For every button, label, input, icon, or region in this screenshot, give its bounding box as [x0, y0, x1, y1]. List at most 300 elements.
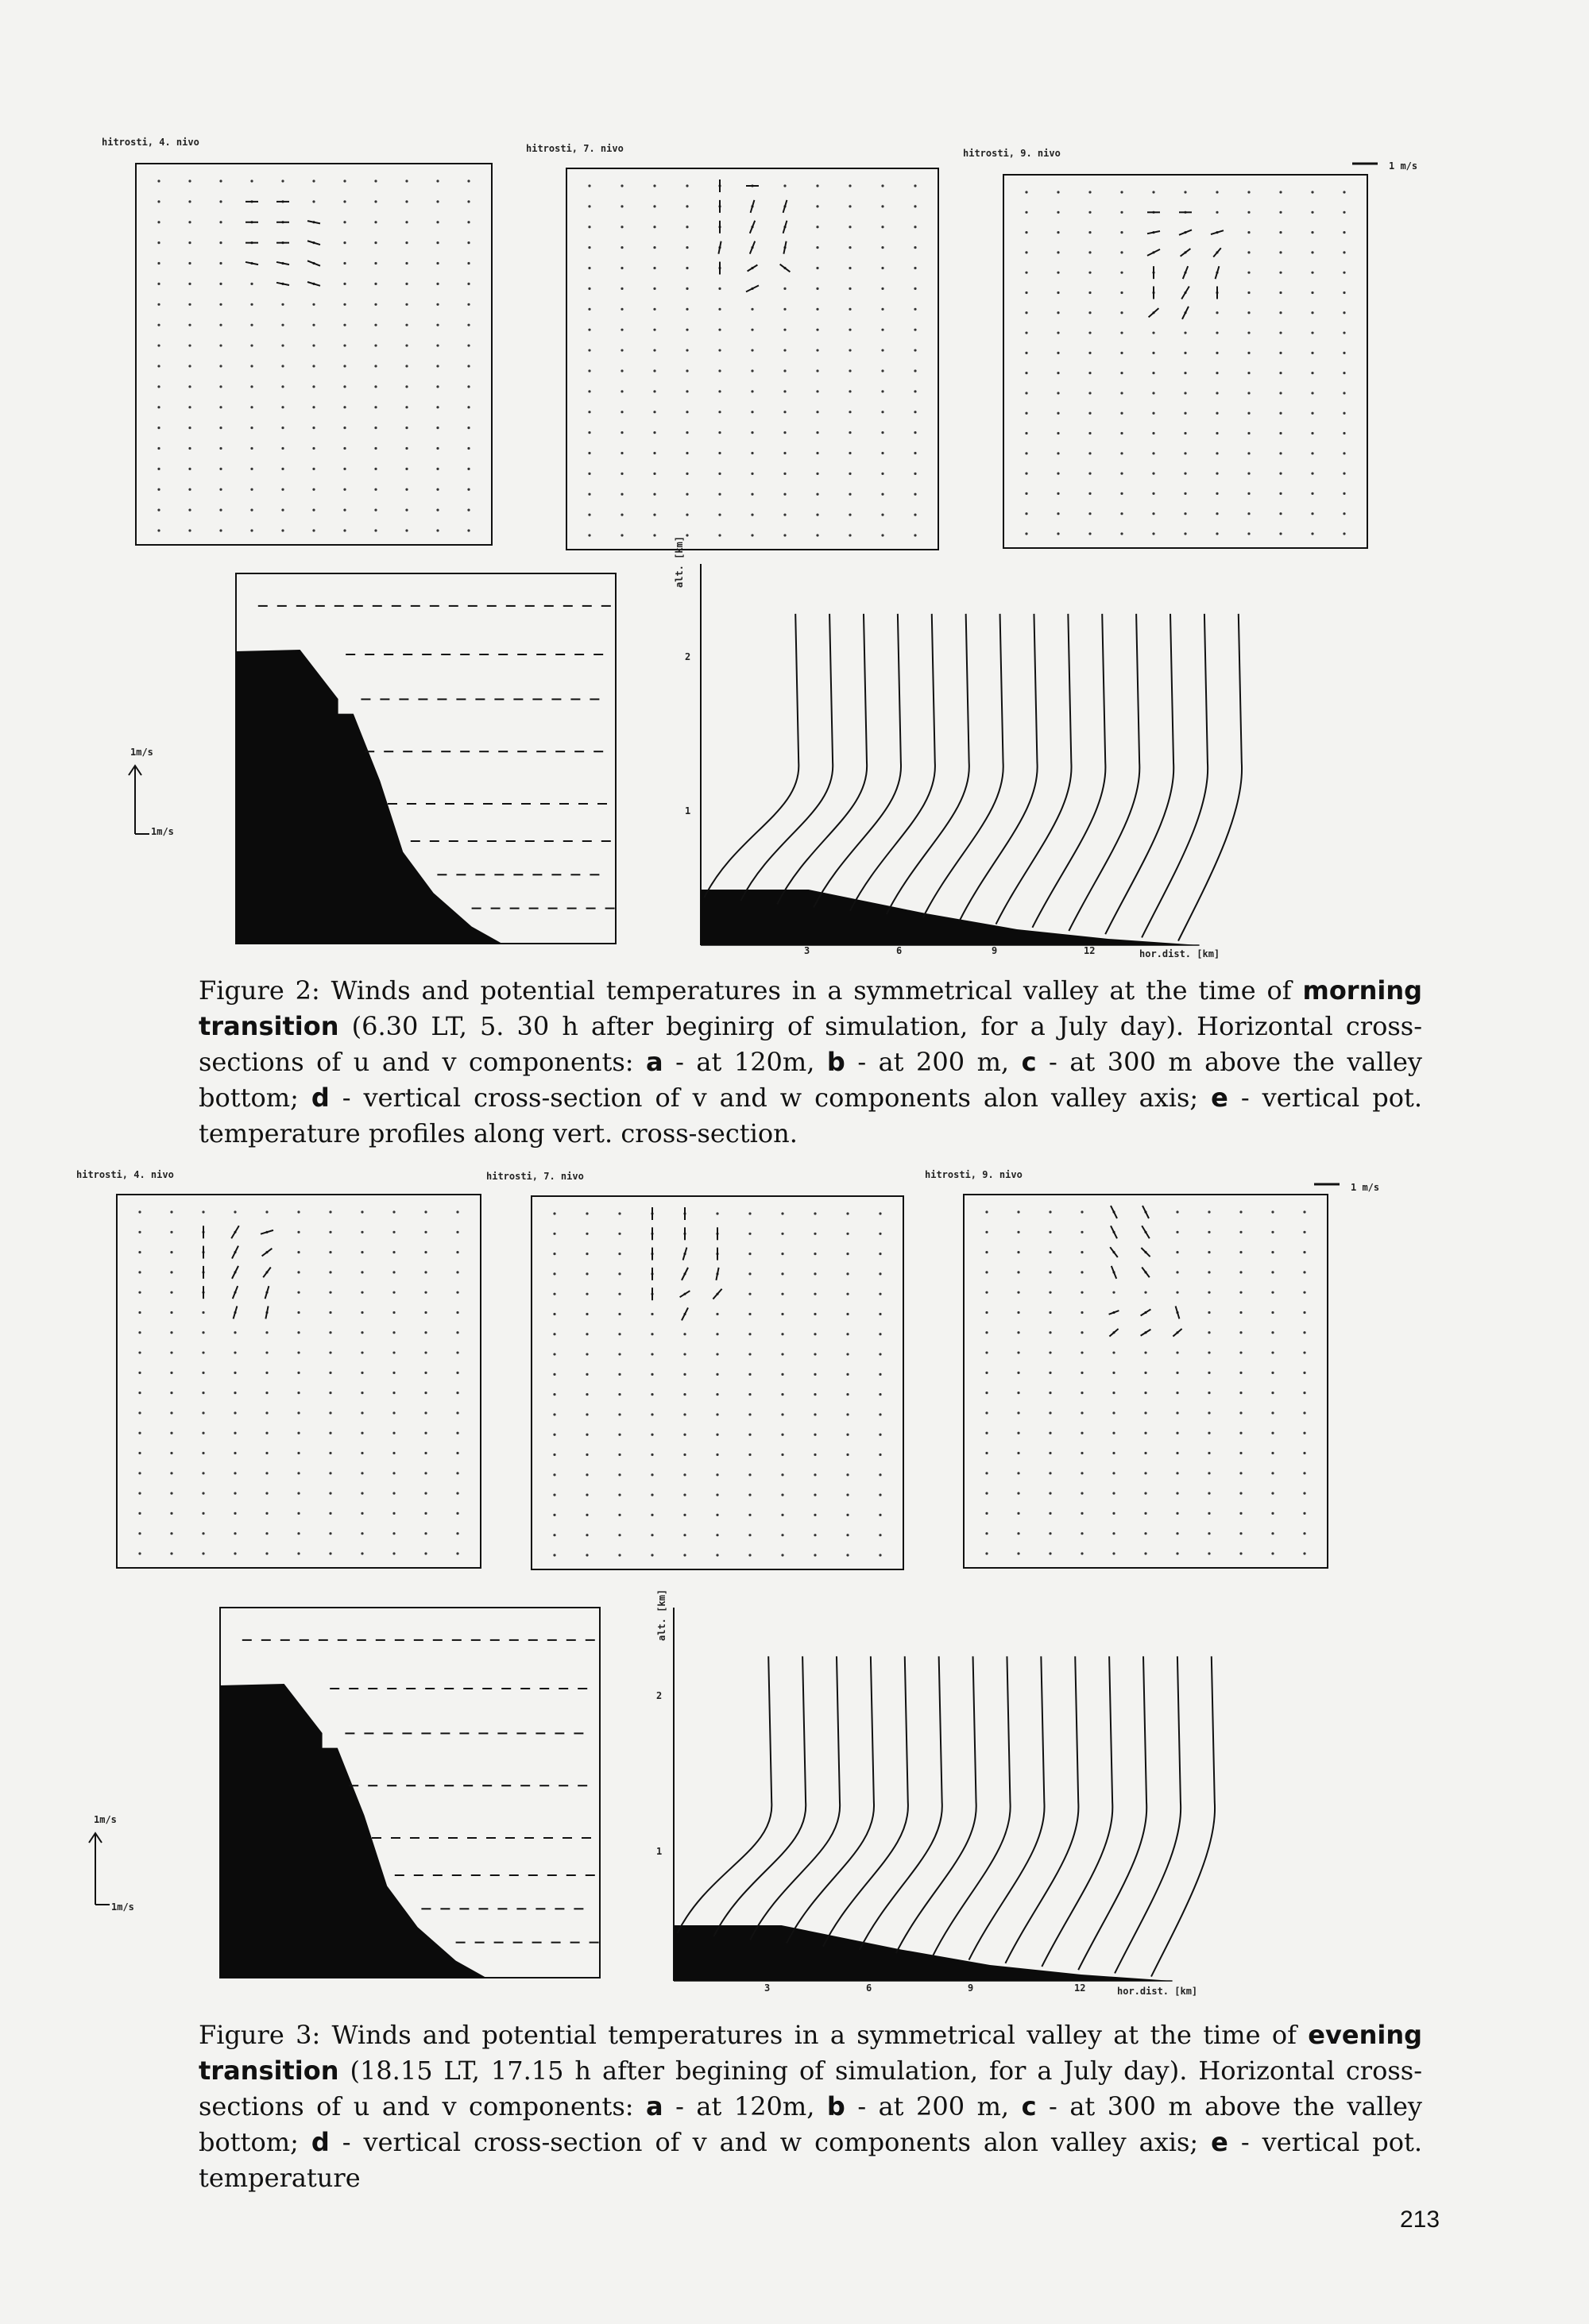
grid-dot	[1081, 1251, 1083, 1253]
grid-dot	[686, 349, 688, 351]
grid-dot	[157, 385, 160, 388]
grid-dot	[1271, 1492, 1274, 1495]
grid-dot	[1057, 291, 1059, 294]
grid-dot	[1184, 512, 1186, 515]
grid-dot	[618, 1313, 621, 1315]
grid-dot	[1216, 512, 1218, 515]
grid-dot	[219, 509, 222, 512]
grid-dot	[814, 1233, 816, 1235]
grid-dot	[586, 1514, 588, 1516]
grid-dot	[985, 1512, 988, 1515]
grid-dot	[1184, 352, 1186, 354]
wind-vector	[1111, 1226, 1117, 1238]
grid-dot	[1279, 412, 1282, 415]
grid-dot	[1152, 392, 1154, 394]
grid-dot	[553, 1514, 555, 1516]
vertical-unit-side: 1m/s	[151, 826, 174, 837]
grid-dot	[914, 390, 916, 392]
grid-dot	[219, 221, 222, 223]
grid-dot	[618, 1373, 621, 1376]
grid-dot	[312, 488, 315, 491]
grid-dot	[424, 1331, 427, 1334]
grid-dot	[329, 1291, 331, 1294]
grid-dot	[467, 406, 470, 408]
grid-dot	[374, 529, 377, 531]
grid-dot	[879, 1272, 881, 1275]
grid-dot	[1271, 1311, 1274, 1314]
scale-arrow	[1351, 159, 1382, 168]
grid-dot	[1049, 1271, 1051, 1273]
grid-dot	[1152, 412, 1154, 415]
grid-dot	[343, 529, 346, 531]
grid-dot	[188, 529, 191, 531]
grid-dot	[170, 1331, 172, 1334]
grid-dot	[653, 411, 655, 413]
grid-dot	[653, 390, 655, 392]
grid-dot	[1208, 1552, 1210, 1554]
grid-dot	[392, 1271, 395, 1273]
grid-dot	[1208, 1472, 1210, 1474]
panel-title-b: hitrosti, 7. nivo	[526, 143, 624, 154]
grid-dot	[1184, 432, 1186, 434]
grid-dot	[879, 1373, 881, 1376]
grid-dot	[1120, 251, 1123, 253]
grid-dot	[343, 303, 346, 306]
grid-dot	[751, 534, 753, 536]
grid-dot	[250, 529, 253, 531]
grid-dot	[157, 200, 160, 203]
grid-dot	[1144, 1452, 1146, 1454]
grid-dot	[138, 1331, 141, 1334]
grid-dot	[1343, 251, 1345, 253]
grid-dot	[814, 1434, 816, 1436]
grid-dot	[814, 1272, 816, 1275]
grid-dot	[814, 1393, 816, 1396]
profile-xtick-12: 12	[1084, 945, 1096, 956]
grid-dot	[1176, 1532, 1178, 1535]
grid-dot	[1152, 191, 1154, 193]
grid-dot	[718, 534, 721, 536]
grid-dot	[329, 1271, 331, 1273]
grid-dot	[879, 1293, 881, 1295]
wind-vector	[1179, 230, 1192, 234]
grid-dot	[653, 226, 655, 228]
grid-dot	[1247, 331, 1250, 334]
grid-dot	[1303, 1231, 1305, 1233]
grid-dot	[1017, 1251, 1019, 1253]
grid-dot	[374, 447, 377, 450]
grid-dot	[1247, 532, 1250, 535]
wind-vector	[1109, 1311, 1119, 1314]
caption-text-d: - vertical cross-section of v and w components alon valley axis;	[342, 1083, 1199, 1113]
grid-dot	[157, 529, 160, 531]
grid-dot	[1343, 512, 1345, 515]
wind-panel-a	[116, 1190, 481, 1571]
grid-dot	[621, 452, 623, 454]
grid-dot	[1120, 432, 1123, 434]
grid-dot	[814, 1353, 816, 1355]
grid-dot	[405, 529, 408, 531]
caption-text-c: - at 300 m above the valley bottom;	[199, 2091, 1423, 2157]
grid-dot	[748, 1353, 751, 1355]
grid-dot	[588, 534, 590, 536]
grid-dot	[816, 226, 818, 228]
grid-dot	[683, 1473, 686, 1476]
grid-dot	[405, 447, 408, 450]
theta-profile	[777, 614, 867, 905]
grid-dot	[424, 1372, 427, 1374]
grid-dot	[329, 1210, 331, 1213]
grid-dot	[456, 1432, 458, 1434]
wind-vector	[1142, 1267, 1150, 1277]
grid-dot	[1176, 1210, 1178, 1213]
grid-dot	[816, 390, 818, 392]
grid-dot	[157, 427, 160, 429]
grid-dot	[234, 1452, 236, 1454]
grid-dot	[621, 349, 623, 351]
grid-dot	[1216, 473, 1218, 475]
caption-label: Figure 2:	[199, 975, 320, 1006]
grid-dot	[716, 1473, 718, 1476]
grid-dot	[188, 262, 191, 264]
theta-profile	[1142, 614, 1208, 938]
grid-dot	[1311, 311, 1313, 314]
grid-dot	[188, 283, 191, 285]
grid-dot	[405, 385, 408, 388]
wind-vector	[682, 1307, 688, 1320]
grid-dot	[374, 221, 377, 223]
grid-dot	[424, 1392, 427, 1394]
grid-dot	[1017, 1392, 1019, 1394]
caption-text-1: Winds and potential temperatures in a symmetrical valley at the time of	[331, 2020, 1297, 2050]
panel-frame	[964, 1195, 1328, 1568]
grid-dot	[1271, 1552, 1274, 1554]
grid-dot	[881, 246, 883, 249]
grid-dot	[985, 1492, 988, 1495]
grid-dot	[467, 221, 470, 223]
grid-dot	[138, 1251, 141, 1253]
grid-dot	[436, 241, 439, 244]
wind-vector	[751, 200, 755, 213]
wind-vector	[783, 221, 787, 234]
grid-dot	[553, 1434, 555, 1436]
grid-dot	[1017, 1532, 1019, 1535]
grid-dot	[1303, 1432, 1305, 1434]
grid-dot	[312, 509, 315, 512]
grid-dot	[1216, 372, 1218, 374]
grid-dot	[1343, 272, 1345, 274]
grid-dot	[312, 385, 315, 388]
grid-dot	[621, 534, 623, 536]
grid-dot	[405, 324, 408, 326]
grid-dot	[783, 349, 786, 351]
grid-dot	[405, 283, 408, 285]
grid-dot	[1057, 392, 1059, 394]
grid-dot	[881, 473, 883, 475]
wind-vector	[1112, 1266, 1116, 1279]
grid-dot	[1208, 1231, 1210, 1233]
grid-dot	[781, 1453, 783, 1456]
grid-dot	[1247, 512, 1250, 515]
grid-dot	[170, 1291, 172, 1294]
grid-dot	[718, 493, 721, 496]
grid-dot	[1216, 492, 1218, 495]
grid-dot	[297, 1251, 300, 1253]
grid-dot	[618, 1233, 621, 1235]
grid-dot	[1271, 1291, 1274, 1294]
grid-dot	[686, 226, 688, 228]
profile-ytick-1: 1	[656, 1846, 663, 1857]
grid-dot	[170, 1271, 172, 1273]
grid-dot	[405, 365, 408, 367]
grid-dot	[1017, 1231, 1019, 1233]
theta-profile	[1178, 614, 1242, 941]
grid-dot	[343, 180, 346, 182]
grid-dot	[138, 1472, 141, 1474]
theta-profile	[713, 1656, 806, 1936]
grid-dot	[467, 529, 470, 531]
grid-dot	[985, 1372, 988, 1374]
grid-dot	[653, 184, 655, 187]
grid-dot	[718, 473, 721, 475]
grid-dot	[329, 1532, 331, 1535]
grid-dot	[716, 1333, 718, 1335]
grid-dot	[1057, 352, 1059, 354]
grid-dot	[234, 1411, 236, 1414]
grid-dot	[621, 493, 623, 496]
grid-dot	[1144, 1392, 1146, 1394]
grid-dot	[1279, 211, 1282, 214]
grid-dot	[653, 288, 655, 290]
grid-dot	[781, 1253, 783, 1255]
grid-dot	[1176, 1351, 1178, 1353]
grid-dot	[651, 1434, 653, 1436]
grid-dot	[1120, 512, 1123, 515]
grid-dot	[170, 1411, 172, 1414]
grid-dot	[1049, 1452, 1051, 1454]
grid-dot	[436, 427, 439, 429]
grid-dot	[1081, 1372, 1083, 1374]
grid-dot	[846, 1434, 849, 1436]
grid-dot	[1049, 1552, 1051, 1554]
grid-dot	[202, 1432, 204, 1434]
grid-dot	[1343, 473, 1345, 475]
grid-dot	[914, 267, 916, 269]
grid-dot	[914, 369, 916, 372]
grid-dot	[361, 1472, 363, 1474]
grid-dot	[618, 1353, 621, 1355]
grid-dot	[1247, 432, 1250, 434]
grid-dot	[1025, 251, 1027, 253]
grid-dot	[1184, 331, 1186, 334]
grid-dot	[138, 1291, 141, 1294]
grid-dot	[1152, 532, 1154, 535]
grid-dot	[281, 529, 284, 531]
grid-dot	[1144, 1472, 1146, 1474]
wind-vector	[1147, 249, 1160, 256]
grid-dot	[138, 1411, 141, 1414]
page-number: 213	[1400, 2206, 1440, 2233]
grid-dot	[1184, 492, 1186, 495]
grid-dot	[1017, 1552, 1019, 1554]
grid-dot	[456, 1512, 458, 1515]
grid-dot	[1311, 452, 1313, 454]
grid-dot	[781, 1313, 783, 1315]
grid-dot	[361, 1271, 363, 1273]
grid-dot	[881, 349, 883, 351]
grid-dot	[1208, 1331, 1210, 1334]
grid-dot	[424, 1251, 427, 1253]
grid-dot	[170, 1512, 172, 1515]
grid-dot	[718, 452, 721, 454]
grid-dot	[1343, 231, 1345, 234]
grid-dot	[588, 329, 590, 331]
grid-dot	[914, 431, 916, 434]
grid-dot	[588, 267, 590, 269]
grid-dot	[1049, 1331, 1051, 1334]
wind-vector	[1181, 249, 1191, 257]
grid-dot	[985, 1351, 988, 1353]
wind-panel-c	[1003, 170, 1368, 551]
grid-dot	[1025, 492, 1027, 495]
grid-dot	[250, 488, 253, 491]
grid-dot	[881, 514, 883, 516]
grid-dot	[1239, 1271, 1242, 1273]
grid-dot	[718, 308, 721, 311]
grid-dot	[553, 1373, 555, 1376]
grid-dot	[343, 324, 346, 326]
grid-dot	[392, 1392, 395, 1394]
grid-dot	[985, 1411, 988, 1414]
grid-dot	[1208, 1411, 1210, 1414]
grid-dot	[653, 205, 655, 207]
grid-dot	[329, 1512, 331, 1515]
grid-dot	[618, 1514, 621, 1516]
grid-dot	[1271, 1251, 1274, 1253]
grid-dot	[881, 452, 883, 454]
grid-dot	[265, 1432, 268, 1434]
grid-dot	[1239, 1331, 1242, 1334]
grid-dot	[392, 1552, 395, 1554]
wind-vector	[683, 1248, 687, 1260]
grid-dot	[1247, 211, 1250, 214]
grid-dot	[683, 1393, 686, 1396]
caption-item-c: c	[1021, 1047, 1037, 1077]
grid-dot	[1247, 492, 1250, 495]
grid-dot	[751, 369, 753, 372]
grid-dot	[343, 262, 346, 264]
grid-dot	[1239, 1251, 1242, 1253]
grid-dot	[1120, 211, 1123, 214]
grid-dot	[1025, 191, 1027, 193]
grid-dot	[846, 1233, 849, 1235]
grid-dot	[846, 1253, 849, 1255]
wind-vector	[307, 241, 320, 245]
grid-dot	[1088, 231, 1091, 234]
grid-dot	[219, 529, 222, 531]
caption-text-c: - at 300 m above the valley bottom;	[199, 1047, 1423, 1113]
grid-dot	[202, 1392, 204, 1394]
grid-dot	[424, 1552, 427, 1554]
grid-dot	[157, 180, 160, 182]
grid-dot	[846, 1272, 849, 1275]
grid-dot	[1247, 352, 1250, 354]
grid-dot	[1247, 291, 1250, 294]
grid-dot	[436, 221, 439, 223]
grid-dot	[467, 427, 470, 429]
grid-dot	[653, 431, 655, 434]
profile-xtick-6: 6	[866, 1982, 872, 1994]
grid-dot	[814, 1253, 816, 1255]
grid-dot	[751, 452, 753, 454]
grid-dot	[405, 303, 408, 306]
grid-dot	[157, 468, 160, 470]
grid-dot	[202, 1472, 204, 1474]
caption-item-e: e	[1211, 2127, 1228, 2157]
grid-dot	[1088, 372, 1091, 374]
grid-dot	[985, 1251, 988, 1253]
grid-dot	[374, 488, 377, 491]
grid-dot	[1271, 1512, 1274, 1515]
grid-dot	[250, 427, 253, 429]
grid-dot	[170, 1432, 172, 1434]
grid-dot	[157, 221, 160, 223]
caption-text-b: - at 200 m,	[857, 2091, 1010, 2121]
grid-dot	[1343, 291, 1345, 294]
grid-dot	[343, 221, 346, 223]
grid-dot	[1216, 352, 1218, 354]
grid-dot	[250, 447, 253, 450]
grid-dot	[250, 324, 253, 326]
grid-dot	[686, 246, 688, 249]
grid-dot	[781, 1514, 783, 1516]
grid-dot	[1049, 1492, 1051, 1495]
grid-dot	[1279, 352, 1282, 354]
grid-dot	[1279, 311, 1282, 314]
grid-dot	[846, 1453, 849, 1456]
grid-dot	[202, 1411, 204, 1414]
grid-dot	[1025, 512, 1027, 515]
grid-dot	[436, 324, 439, 326]
grid-dot	[621, 431, 623, 434]
grid-dot	[849, 452, 851, 454]
grid-dot	[405, 180, 408, 182]
grid-dot	[312, 324, 315, 326]
grid-dot	[651, 1393, 653, 1396]
grid-dot	[467, 303, 470, 306]
grid-dot	[1057, 251, 1059, 253]
grid-dot	[1088, 211, 1091, 214]
grid-dot	[1343, 352, 1345, 354]
grid-dot	[202, 1311, 204, 1314]
grid-dot	[846, 1293, 849, 1295]
grid-dot	[879, 1212, 881, 1214]
grid-dot	[1239, 1291, 1242, 1294]
grid-dot	[686, 329, 688, 331]
grid-dot	[138, 1372, 141, 1374]
grid-dot	[1088, 311, 1091, 314]
panel-frame	[136, 164, 492, 545]
grid-dot	[781, 1373, 783, 1376]
grid-dot	[234, 1492, 236, 1495]
grid-dot	[881, 308, 883, 311]
grid-dot	[553, 1313, 555, 1315]
grid-dot	[849, 226, 851, 228]
grid-dot	[392, 1331, 395, 1334]
grid-dot	[1239, 1492, 1242, 1495]
grid-dot	[157, 344, 160, 346]
grid-dot	[467, 385, 470, 388]
